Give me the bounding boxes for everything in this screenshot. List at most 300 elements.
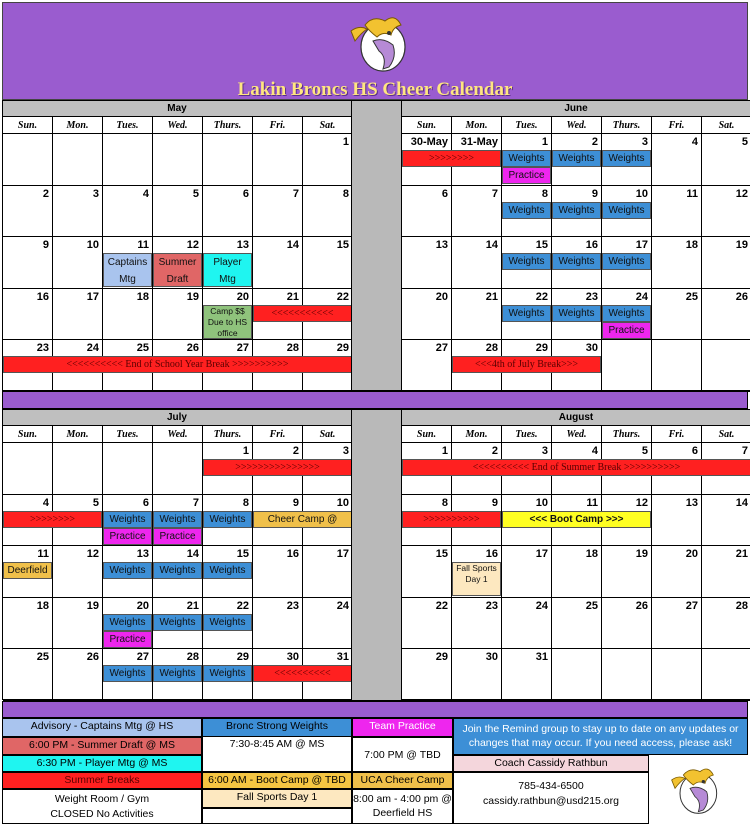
day-number: 23 <box>585 290 598 303</box>
calendar-event: Weights <box>103 665 152 682</box>
day-number: 25 <box>685 290 698 303</box>
day-number: 5 <box>92 496 99 509</box>
day-cell <box>652 237 702 289</box>
day-number: 8 <box>342 187 349 200</box>
weekday-header: Mon. <box>452 426 502 443</box>
calendar-event: <<< Boot Camp >>> <box>502 511 651 528</box>
month-title: May <box>3 101 351 117</box>
day-cell <box>702 134 750 186</box>
day-number: 15 <box>236 548 249 560</box>
weekday-header: Fri. <box>253 117 303 134</box>
calendar-event: Weights <box>203 665 252 682</box>
weekday-header: Wed. <box>552 117 602 134</box>
day-number: 7 <box>292 187 299 200</box>
weekday-header: Sat. <box>303 426 353 443</box>
weekday-header: Sat. <box>303 117 353 134</box>
day-number: 24 <box>635 290 648 303</box>
day-number: 24 <box>86 342 99 354</box>
coach-email: cassidy.rathbun@usd215.org <box>483 795 619 807</box>
calendar-event: Weights <box>502 305 551 322</box>
day-number: 9 <box>42 239 49 251</box>
day-number: 20 <box>136 599 149 612</box>
day-cell <box>103 443 153 495</box>
day-number: 8 <box>242 496 249 509</box>
day-number: 19 <box>86 599 99 612</box>
calendar-event: Weights <box>552 150 601 167</box>
day-number: 31 <box>535 651 548 663</box>
calendar-event: Summer Draft <box>153 253 202 287</box>
day-cell <box>652 649 702 701</box>
day-cell <box>702 186 750 238</box>
day-number: 25 <box>585 599 598 612</box>
day-number: 21 <box>286 290 299 303</box>
calendar-event: Weights <box>552 253 601 270</box>
day-number: 18 <box>685 239 698 251</box>
day-number: 7 <box>491 187 498 200</box>
calendar-event: Practice <box>103 631 152 648</box>
day-number: 2 <box>292 445 299 457</box>
day-number: 20 <box>435 290 448 303</box>
day-number: 22 <box>535 290 548 303</box>
day-cell <box>53 289 103 341</box>
weekday-header: Sun. <box>402 426 452 443</box>
day-cell <box>103 289 153 341</box>
day-cell <box>402 237 452 289</box>
day-number: 29 <box>336 342 349 354</box>
legend-closed: Weight Room / Gym CLOSED No Activities <box>2 789 202 824</box>
day-cell <box>652 186 702 238</box>
day-cell <box>53 546 103 598</box>
calendar-event: Weights <box>153 511 202 528</box>
calendar-event: Weights <box>602 202 651 219</box>
day-number: 3 <box>92 187 99 200</box>
day-cell <box>452 186 502 238</box>
calendar-event: Weights <box>103 511 152 528</box>
day-number: 24 <box>336 599 349 612</box>
day-number: 26 <box>635 599 648 612</box>
day-cell <box>652 598 702 650</box>
day-number: 16 <box>485 548 498 560</box>
weekday-header: Sat. <box>702 426 750 443</box>
legend-fallsports: Fall Sports Day 1 <box>202 789 352 808</box>
day-cell <box>552 598 602 650</box>
day-cell <box>3 598 53 650</box>
day-cell <box>452 649 502 701</box>
weekday-header: Wed. <box>153 426 203 443</box>
day-cell <box>3 186 53 238</box>
calendar-event: Weights <box>153 562 202 579</box>
day-number: 3 <box>541 445 548 457</box>
day-number: 19 <box>635 548 648 560</box>
calendar-event: Fall Sports Day 1 <box>452 562 501 596</box>
calendar-event: Weights <box>552 202 601 219</box>
legend-bootcamp: 6:00 AM - Boot Camp @ TBD <box>202 772 352 789</box>
day-number: 25 <box>36 651 49 663</box>
day-number: 23 <box>36 342 49 354</box>
legend-weights-title: Bronc Strong Weights <box>202 718 352 737</box>
day-number: 21 <box>186 599 199 612</box>
day-cell <box>303 546 353 598</box>
day-number: 2 <box>591 136 598 148</box>
calendar-event: Weights <box>103 614 152 631</box>
legend-practice-title: Team Practice <box>352 718 453 737</box>
weekday-header: Sun. <box>3 426 53 443</box>
legend-breaks: Summer Breaks <box>2 772 202 789</box>
day-number: 26 <box>86 651 99 663</box>
day-number: 21 <box>735 548 748 560</box>
day-number: 12 <box>635 496 648 509</box>
month-may <box>2 100 352 391</box>
day-number: 22 <box>236 599 249 612</box>
day-cell <box>53 237 103 289</box>
day-cell <box>253 186 303 238</box>
day-cell <box>253 598 303 650</box>
legend-uca-time: 8:00 am - 4:00 pm @ Deerfield HS <box>352 789 453 824</box>
weekday-header: Tues. <box>502 426 552 443</box>
calendar-event: Weights <box>602 253 651 270</box>
day-cell <box>502 649 552 701</box>
day-number: 10 <box>535 496 548 509</box>
day-number: 28 <box>735 599 748 612</box>
day-cell <box>53 186 103 238</box>
day-number: 2 <box>42 187 49 200</box>
calendar-event: Player Mtg <box>203 253 252 287</box>
day-number: 12 <box>186 239 199 251</box>
day-number: 25 <box>136 342 149 354</box>
calendar-event: Weights <box>502 253 551 270</box>
calendar-event: >>>>>>>> <box>3 511 102 528</box>
day-cell <box>402 186 452 238</box>
day-number: 9 <box>292 496 299 509</box>
day-number: 17 <box>635 239 648 251</box>
day-cell <box>702 495 750 547</box>
day-number: 11 <box>586 496 598 509</box>
day-number: 13 <box>236 239 249 251</box>
day-number: 18 <box>585 548 598 560</box>
day-number: 10 <box>86 239 99 251</box>
day-number: 11 <box>37 548 49 560</box>
day-number: 23 <box>286 599 299 612</box>
weekday-header: Fri. <box>253 426 303 443</box>
day-number: 19 <box>735 239 748 251</box>
day-cell <box>53 443 103 495</box>
day-number: 21 <box>485 290 498 303</box>
day-number: 7 <box>741 445 748 457</box>
day-number: 16 <box>36 290 49 303</box>
day-cell <box>502 598 552 650</box>
day-number: 28 <box>485 342 498 354</box>
day-cell <box>53 598 103 650</box>
day-cell <box>702 289 750 341</box>
day-number: 12 <box>735 187 748 200</box>
legend-weights-time: 7:30-8:45 AM @ MS <box>202 737 352 772</box>
day-number: 3 <box>641 136 648 148</box>
day-number: 18 <box>36 599 49 612</box>
day-number: 2 <box>491 445 498 457</box>
calendar-event: Deerfield <box>3 562 52 579</box>
calendar-event: Practice <box>602 322 651 339</box>
day-number: 8 <box>441 496 448 509</box>
day-number: 4 <box>591 445 598 457</box>
calendar-event: Camp $$ Due to HS office <box>203 305 252 339</box>
legend-coach: Coach Cassidy Rathbun <box>453 755 649 772</box>
day-cell <box>53 649 103 701</box>
weekday-header: Tues. <box>103 117 153 134</box>
day-cell <box>602 546 652 598</box>
calendar-event: >>>>>>>> <box>402 150 501 167</box>
legend-empty <box>202 808 352 824</box>
day-number: 14 <box>186 548 199 560</box>
day-cell <box>253 237 303 289</box>
calendar-event: Practice <box>502 167 551 184</box>
day-cell <box>153 289 203 341</box>
weekday-header: Fri. <box>652 426 702 443</box>
calendar-event: Captains Mtg <box>103 253 152 287</box>
weekday-header: Fri. <box>652 117 702 134</box>
day-cell <box>402 598 452 650</box>
day-number: 13 <box>435 239 448 251</box>
day-number: 16 <box>286 548 299 560</box>
day-number: 4 <box>42 496 49 509</box>
day-number: 26 <box>735 290 748 303</box>
weekday-header: Sun. <box>3 117 53 134</box>
day-cell <box>303 598 353 650</box>
calendar-event: <<<4th of July Break>>> <box>452 356 601 373</box>
day-number: 17 <box>535 548 548 560</box>
bronco-logo-icon <box>343 11 415 75</box>
month-july <box>2 409 352 700</box>
calendar-event: Weights <box>103 562 152 579</box>
weekday-header: Sat. <box>702 117 750 134</box>
day-number: 1 <box>342 136 349 148</box>
day-number: 20 <box>236 290 249 303</box>
day-cell <box>702 649 750 701</box>
calendar-event: Practice <box>153 528 202 545</box>
day-number: 29 <box>435 651 448 663</box>
day-cell <box>203 134 253 186</box>
calendar-event: Weights <box>552 305 601 322</box>
calendar-event: Weights <box>203 614 252 631</box>
day-number: 15 <box>435 548 448 560</box>
day-cell <box>702 546 750 598</box>
day-cell <box>253 134 303 186</box>
day-cell <box>303 237 353 289</box>
day-number: 11 <box>137 239 149 251</box>
day-cell <box>452 237 502 289</box>
day-number: 22 <box>336 290 349 303</box>
day-number: 12 <box>86 548 99 560</box>
day-number: 27 <box>236 342 249 354</box>
day-cell <box>652 495 702 547</box>
day-cell <box>303 186 353 238</box>
day-cell <box>552 546 602 598</box>
day-cell <box>602 340 652 392</box>
weekday-header: Wed. <box>153 117 203 134</box>
day-cell <box>153 443 203 495</box>
day-cell <box>3 134 53 186</box>
calendar-event: Weights <box>203 511 252 528</box>
calendar-event: <<<<<<<<<<< <box>253 305 352 322</box>
weekday-header: Tues. <box>502 117 552 134</box>
day-number: 17 <box>86 290 99 303</box>
weekday-header: Wed. <box>552 426 602 443</box>
calendar-event: Cheer Camp @ <box>253 511 352 528</box>
day-number: 5 <box>641 445 648 457</box>
legend-captains: Advisory - Captains Mtg @ HS <box>2 718 202 737</box>
purple-divider-bottom <box>2 701 748 718</box>
calendar-event: <<<<<<<<<< End of School Year Break >>>>>>>>>> <box>3 356 352 373</box>
month-june <box>401 100 750 391</box>
day-cell <box>452 289 502 341</box>
calendar-event: >>>>>>>>>> <box>402 511 501 528</box>
separator-gray-bottom <box>351 409 402 701</box>
legend-uca-title: UCA Cheer Camp <box>352 772 453 789</box>
bronco-logo-small-icon <box>665 760 725 820</box>
calendar-event: Weights <box>602 150 651 167</box>
day-cell <box>652 546 702 598</box>
calendar-event: Weights <box>153 665 202 682</box>
day-cell <box>702 237 750 289</box>
day-cell <box>652 134 702 186</box>
weekday-header: Mon. <box>452 117 502 134</box>
day-cell <box>402 289 452 341</box>
month-title: August <box>402 410 750 426</box>
calendar-event: Weights <box>602 305 651 322</box>
day-number: 18 <box>136 290 149 303</box>
day-number: 15 <box>336 239 349 251</box>
day-cell <box>203 186 253 238</box>
day-number: 31 <box>336 651 349 663</box>
day-number: 3 <box>342 445 349 457</box>
day-cell <box>3 443 53 495</box>
legend-contact <box>453 772 649 824</box>
weekday-header: Thurs. <box>203 426 253 443</box>
weekday-header: Thurs. <box>203 117 253 134</box>
day-cell <box>303 134 353 186</box>
day-cell <box>253 546 303 598</box>
day-number: 30 <box>485 651 498 663</box>
calendar-event: Weights <box>153 614 202 631</box>
day-cell <box>3 289 53 341</box>
day-number: 17 <box>336 548 349 560</box>
calendar-event: <<<<<<<<<< <box>253 665 352 682</box>
day-number: 5 <box>741 136 748 148</box>
day-number: 5 <box>192 187 199 200</box>
day-cell <box>602 598 652 650</box>
day-number: 20 <box>685 548 698 560</box>
day-number: 9 <box>491 496 498 509</box>
calendar-event: <<<<<<<<<< End of Summer Break >>>>>>>>>> <box>402 459 750 476</box>
day-number: 19 <box>186 290 199 303</box>
weekday-header: Mon. <box>53 117 103 134</box>
day-number: 27 <box>685 599 698 612</box>
month-title: July <box>3 410 351 426</box>
day-number: 10 <box>635 187 648 200</box>
day-number: 22 <box>435 599 448 612</box>
day-number: 6 <box>691 445 698 457</box>
legend-draft: 6:00 PM - Summer Draft @ MS <box>2 737 202 755</box>
day-cell <box>103 186 153 238</box>
weekday-header: Thurs. <box>602 426 652 443</box>
separator-gray-top <box>351 100 402 391</box>
day-number: 6 <box>441 187 448 200</box>
day-number: 7 <box>192 496 199 509</box>
day-number: 29 <box>236 651 249 663</box>
weekday-header: Mon. <box>53 426 103 443</box>
weekday-header: Sun. <box>402 117 452 134</box>
day-number: 27 <box>435 342 448 354</box>
day-number: 28 <box>286 342 299 354</box>
day-cell <box>3 237 53 289</box>
day-number: 31-May <box>460 136 498 148</box>
day-number: 1 <box>541 136 548 148</box>
day-cell <box>3 649 53 701</box>
day-number: 26 <box>186 342 199 354</box>
day-cell <box>402 649 452 701</box>
day-number: 6 <box>242 187 249 200</box>
day-number: 16 <box>585 239 598 251</box>
day-cell <box>652 289 702 341</box>
day-cell <box>502 546 552 598</box>
day-cell <box>552 649 602 701</box>
day-number: 23 <box>485 599 498 612</box>
day-number: 9 <box>591 187 598 200</box>
day-cell <box>702 598 750 650</box>
day-number: 1 <box>242 445 249 457</box>
day-cell <box>103 134 153 186</box>
day-cell <box>402 340 452 392</box>
day-cell <box>153 186 203 238</box>
calendar-event: Weights <box>502 150 551 167</box>
day-number: 28 <box>186 651 199 663</box>
legend-player: 6:30 PM - Player Mtg @ MS <box>2 755 202 772</box>
day-cell <box>602 649 652 701</box>
day-number: 13 <box>685 496 698 509</box>
day-number: 8 <box>541 187 548 200</box>
day-cell <box>452 598 502 650</box>
coach-phone: 785-434-6500 <box>518 780 584 792</box>
legend-practice-time: 7:00 PM @ TBD <box>352 737 453 772</box>
day-number: 27 <box>136 651 149 663</box>
legend-remind: Join the Remind group to stay up to date on any updates or changes that may occur. If you need access, please ask! <box>453 718 748 755</box>
day-number: 24 <box>535 599 548 612</box>
day-cell <box>53 134 103 186</box>
day-number: 11 <box>686 187 698 200</box>
weekday-header: Thurs. <box>602 117 652 134</box>
day-number: 30 <box>286 651 299 663</box>
day-number: 14 <box>735 496 748 509</box>
day-number: 14 <box>485 239 498 251</box>
calendar-event: >>>>>>>>>>>>>>> <box>203 459 352 476</box>
day-number: 1 <box>441 445 448 457</box>
weekday-header: Tues. <box>103 426 153 443</box>
day-cell <box>702 340 750 392</box>
day-number: 15 <box>535 239 548 251</box>
title-banner <box>2 2 748 100</box>
day-number: 14 <box>286 239 299 251</box>
day-number: 29 <box>535 342 548 354</box>
page-title: Lakin Broncs HS Cheer Calendar <box>237 79 513 100</box>
day-cell <box>652 340 702 392</box>
month-title: June <box>402 101 750 117</box>
calendar-event: Practice <box>103 528 152 545</box>
day-number: 30 <box>585 342 598 354</box>
purple-divider-middle <box>2 391 748 409</box>
calendar-event: Weights <box>502 202 551 219</box>
calendar-event: Weights <box>203 562 252 579</box>
month-august <box>401 409 750 700</box>
day-cell <box>153 134 203 186</box>
